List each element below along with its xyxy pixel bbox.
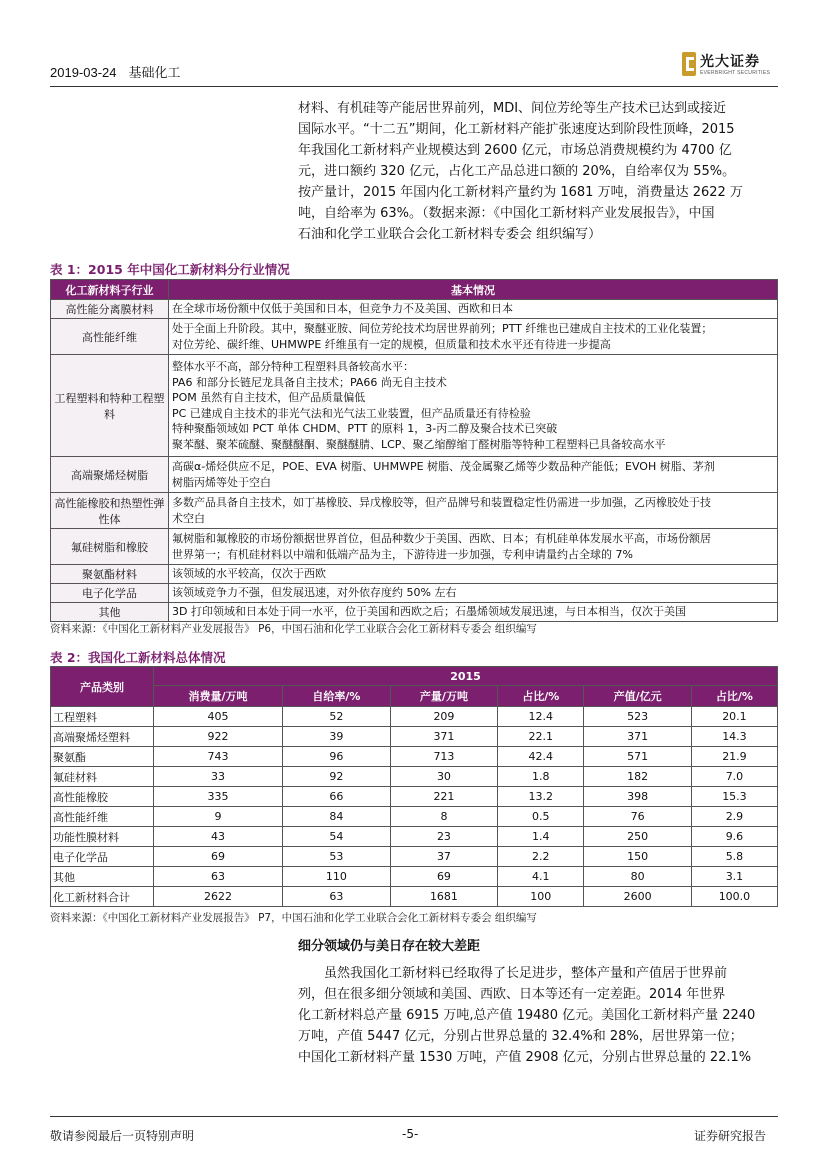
body-line: 中国化工新材料产量 1530 万吨，产值 2908 亿元，分别占世界总量的 22.1% bbox=[298, 1050, 752, 1065]
table2-value-cell: 33 bbox=[154, 767, 283, 787]
section-subheading: 细分领域仍与美日存在较大差距 bbox=[298, 939, 481, 954]
table1-source: 资料来源：《中国化工新材料产业发展报告》 P6，中国石油和化学工业联合会化工新材料专委会 组织编写 bbox=[50, 623, 537, 635]
table1-category-cell: 氟硅树脂和橡胶 bbox=[51, 529, 169, 565]
table2-value-cell: 3.1 bbox=[691, 867, 777, 887]
table2-column-header: 产量/万吨 bbox=[390, 686, 498, 707]
table1-description-line: 该领域的水平较高，仅次于西欧 bbox=[172, 567, 326, 581]
table1-description-line: 特种聚酯领域如 PCT 单体 CHDM、PTT 的原料 1，3-丙二醇及聚合技术已突破 bbox=[172, 422, 558, 435]
table1-description-cell bbox=[169, 603, 778, 622]
table2-value-cell: 7.0 bbox=[691, 767, 777, 787]
table2-name-cell: 其他 bbox=[51, 867, 154, 887]
table2-value-cell: 405 bbox=[154, 707, 283, 727]
table2-value-cell: 335 bbox=[154, 787, 283, 807]
table1-category-cell: 聚氨酯材料 bbox=[51, 565, 169, 584]
intro-line: 年我国化工新材料产业规模达到 2600 亿元，市场总消费规模约为 4700 亿 bbox=[298, 143, 732, 158]
table2-value-cell: 2622 bbox=[154, 887, 283, 907]
table2-name-cell: 功能性膜材料 bbox=[51, 827, 154, 847]
table2-value-cell: 23 bbox=[390, 827, 498, 847]
table2-value-cell: 66 bbox=[283, 787, 391, 807]
table2-value-cell: 92 bbox=[283, 767, 391, 787]
table2-column-header: 产值/亿元 bbox=[584, 686, 692, 707]
table2-value-cell: 37 bbox=[390, 847, 498, 867]
table2-value-cell: 100.0 bbox=[691, 887, 777, 907]
header-date: 2019-03-24 bbox=[50, 65, 117, 80]
table2-row bbox=[51, 807, 778, 827]
table2-value-cell: 8 bbox=[390, 807, 498, 827]
table1-description-line: 高碳α-烯烃供应不足，POE、EVA 树脂、UHMWPE 树脂、茂金属聚乙烯等少数品种产能低；EVOH 树脂、茅剂 bbox=[172, 460, 715, 473]
table1-description-line: 聚苯醚、聚苯硫醚、聚醚醚酮、聚醚醚腈、LCP、聚乙缩醇缩丁醛树脂等特种工程塑料已具备较高水平 bbox=[172, 437, 666, 451]
table1-row bbox=[51, 584, 778, 603]
table1-category-cell: 高性能纤维 bbox=[51, 319, 169, 355]
table2-source: 资料来源：《中国化工新材料产业发展报告》 P7，中国石油和化学工业联合会化工新材料专委会 组织编写 bbox=[50, 912, 537, 924]
page-header bbox=[50, 62, 181, 81]
table2-row bbox=[51, 727, 778, 747]
table2-caption: 表 2：我国化工新材料总体情况 bbox=[50, 650, 226, 665]
table1-description-line: 处于全面上升阶段。其中，聚醚亚胺、间位芳纶技术均居世界前列；PTT 纤维也已建成自主技术的工业化装置； bbox=[172, 322, 713, 335]
table2-value-cell: 571 bbox=[584, 747, 692, 767]
table2-value-cell: 52 bbox=[283, 707, 391, 727]
table2-value-cell: 371 bbox=[390, 727, 498, 747]
table1-category-cell: 其他 bbox=[51, 603, 169, 622]
table1-description-cell bbox=[169, 319, 778, 355]
table2-value-cell: 523 bbox=[584, 707, 692, 727]
table2-name-cell: 高性能纤维 bbox=[51, 807, 154, 827]
table2-name-cell: 高端聚烯烃塑料 bbox=[51, 727, 154, 747]
table1-category-cell: 高性能橡胶和热塑性弹性体 bbox=[51, 493, 169, 529]
table2-column-header: 占比/% bbox=[498, 686, 584, 707]
brand-name: 光大证券 bbox=[700, 54, 760, 70]
footer-page-number: -5- bbox=[402, 1127, 419, 1141]
table2-value-cell: 42.4 bbox=[498, 747, 584, 767]
table2-row bbox=[51, 767, 778, 787]
brand-logo-icon bbox=[682, 52, 696, 76]
table1-row bbox=[51, 603, 778, 622]
intro-line: 元，进口额约 320 亿元，占化工产品总进口额的 20%，自给率仅为 55%。 bbox=[298, 164, 736, 179]
table2-value-cell: 21.9 bbox=[691, 747, 777, 767]
table1-description-line: 对位芳纶、碳纤维、UHMWPE 纤维虽有一定的规模，但质量和技术水平还有待进一步提高 bbox=[172, 337, 611, 351]
table2-value-cell: 69 bbox=[390, 867, 498, 887]
table2-value-cell: 221 bbox=[390, 787, 498, 807]
table2-row bbox=[51, 867, 778, 887]
footer-report-type: 证券研究报告 bbox=[694, 1129, 767, 1143]
table1-description-cell bbox=[169, 529, 778, 565]
intro-paragraph bbox=[298, 98, 778, 245]
table2-value-cell: 209 bbox=[390, 707, 498, 727]
table2-row bbox=[51, 787, 778, 807]
table2-value-cell: 1.8 bbox=[498, 767, 584, 787]
table1-description-line: 氟树脂和氟橡胶的市场份额据世界首位，但品种数少于美国、西欧、日本；有机硅单体发展水平高，市场份额居 bbox=[172, 532, 711, 545]
table2-row bbox=[51, 827, 778, 847]
table2-value-cell: 39 bbox=[283, 727, 391, 747]
table2-value-cell: 63 bbox=[154, 867, 283, 887]
table2-name-cell: 聚氨酯 bbox=[51, 747, 154, 767]
body-line: 万吨，产值 5447 亿元，分别占世界总量的 32.4%和 28%，居世界第一位； bbox=[298, 1029, 743, 1044]
intro-line: 国际水平。“十二五”期间，化工新材料产能扩张速度达到阶段性顶峰，2015 bbox=[298, 122, 735, 137]
table1-category-cell: 高端聚烯烃树脂 bbox=[51, 457, 169, 493]
table2-value-cell: 20.1 bbox=[691, 707, 777, 727]
table2-row bbox=[51, 747, 778, 767]
intro-line: 按产量计，2015 年国内化工新材料产量约为 1681 万吨，消费量达 2622 万 bbox=[298, 185, 743, 200]
table2-value-cell: 22.1 bbox=[498, 727, 584, 747]
table2-value-cell: 743 bbox=[154, 747, 283, 767]
table2-name-cell: 高性能橡胶 bbox=[51, 787, 154, 807]
table1-description-line: 世界第一；有机硅材料以中端和低端产品为主，下游待进一步加强，专利申请量约占全球的 7% bbox=[172, 547, 633, 561]
table2-value-cell: 63 bbox=[283, 887, 391, 907]
table1-row bbox=[51, 529, 778, 565]
table1-description-cell bbox=[169, 493, 778, 529]
table2-row bbox=[51, 847, 778, 867]
table2-value-cell: 9 bbox=[154, 807, 283, 827]
table2-column-header: 消费量/万吨 bbox=[154, 686, 283, 707]
table2-value-cell: 14.3 bbox=[691, 727, 777, 747]
intro-line: 吨，自给率为 63%。（数据来源：《中国化工新材料产业发展报告》，中国 bbox=[298, 206, 715, 221]
table2-name-cell: 氟硅材料 bbox=[51, 767, 154, 787]
table1-category-cell: 工程塑料和特种工程塑料 bbox=[51, 355, 169, 457]
body-line: 列，但在很多细分领域和美国、西欧、日本等还有一定差距。2014 年世界 bbox=[298, 987, 726, 1002]
table2-value-cell: 96 bbox=[283, 747, 391, 767]
intro-line: 材料、有机硅等产能居世界前列，MDI、间位芳纶等生产技术已达到或接近 bbox=[298, 101, 727, 116]
body-line: 化工新材料总产量 6915 万吨,总产值 19480 亿元。美国化工新材料产量 2240 bbox=[298, 1008, 756, 1023]
table2-value-cell: 1.4 bbox=[498, 827, 584, 847]
table2-value-cell: 2.2 bbox=[498, 847, 584, 867]
table2-name-cell: 电子化学品 bbox=[51, 847, 154, 867]
header-section: 基础化工 bbox=[128, 65, 181, 80]
table2-value-cell: 2600 bbox=[584, 887, 692, 907]
table1-caption: 表 1：2015 年中国化工新材料分行业情况 bbox=[50, 262, 290, 277]
table1-description-line: 术空白 bbox=[172, 511, 205, 525]
table2-value-cell: 250 bbox=[584, 827, 692, 847]
table2-value-cell: 76 bbox=[584, 807, 692, 827]
table1-description-line: 多数产品具备自主技术，如丁基橡胶、异戊橡胶等，但产品牌号和装置稳定性仍需进一步加强，乙丙橡胶处于技 bbox=[172, 496, 711, 509]
brand-logo bbox=[682, 50, 778, 80]
table2-value-cell: 110 bbox=[283, 867, 391, 887]
table2-value-cell: 0.5 bbox=[498, 807, 584, 827]
table1-description-line: 整体水平不高，部分特种工程塑料具备较高水平： bbox=[172, 360, 414, 373]
table2-value-cell: 922 bbox=[154, 727, 283, 747]
table1-description-cell bbox=[169, 584, 778, 603]
table2-value-cell: 5.8 bbox=[691, 847, 777, 867]
table1-description-line: 该领域竞争力不强，但发展迅速，对外依存度约 50% 左右 bbox=[172, 586, 457, 600]
table2-value-cell: 43 bbox=[154, 827, 283, 847]
table1-description-line: PA6 和部分长链尼龙具备自主技术；PA66 尚无自主技术 bbox=[172, 375, 447, 389]
table2-value-cell: 30 bbox=[390, 767, 498, 787]
table1-description-line: 3D 打印领域和日本处于同一水平，位于美国和西欧之后；石墨烯领域发展迅速，与日本相当，仅次于美国 bbox=[172, 605, 686, 619]
table2-name-cell: 化工新材料合计 bbox=[51, 887, 154, 907]
footer-rule bbox=[50, 1116, 778, 1117]
table1-description-cell bbox=[169, 457, 778, 493]
table2-value-cell: 13.2 bbox=[498, 787, 584, 807]
table2-value-cell: 182 bbox=[584, 767, 692, 787]
table1-header-category: 化工新材料子行业 bbox=[51, 280, 169, 300]
table2-header-category: 产品类别 bbox=[51, 667, 154, 707]
table2-row bbox=[51, 707, 778, 727]
table2-value-cell: 150 bbox=[584, 847, 692, 867]
table2-column-header: 占比/% bbox=[691, 686, 777, 707]
table2-value-cell: 1681 bbox=[390, 887, 498, 907]
table2-value-cell: 100 bbox=[498, 887, 584, 907]
table2-value-cell: 2.9 bbox=[691, 807, 777, 827]
table1-row bbox=[51, 319, 778, 355]
intro-line: 石油和化学工业联合会化工新材料专委会 组织编写） bbox=[298, 227, 602, 242]
table1-description-line: 在全球市场份额中仅低于美国和日本，但竞争力不及美国、西欧和日本 bbox=[172, 302, 513, 316]
table1-description-cell bbox=[169, 565, 778, 584]
table1-category-cell: 电子化学品 bbox=[51, 584, 169, 603]
table1-description-line: POM 虽然有自主技术，但产品质量偏低 bbox=[172, 391, 366, 404]
table2-value-cell: 54 bbox=[283, 827, 391, 847]
table2-value-cell: 398 bbox=[584, 787, 692, 807]
table2-header-year: 2015 bbox=[154, 667, 778, 686]
table1-description-line: PC 已建成自主技术的非光气法和光气法工业装置，但产品质量还有待检验 bbox=[172, 406, 531, 420]
body-paragraph bbox=[298, 963, 778, 1068]
table2-value-cell: 713 bbox=[390, 747, 498, 767]
table1-row bbox=[51, 355, 778, 457]
table2-value-cell: 80 bbox=[584, 867, 692, 887]
table1-description-line: 树脂丙烯等处于空白 bbox=[172, 475, 271, 489]
table1-description-cell bbox=[169, 355, 778, 457]
brand-name-en: EVERBRIGHT SECURITIES bbox=[700, 70, 771, 76]
table2-value-cell: 371 bbox=[584, 727, 692, 747]
table1 bbox=[50, 279, 778, 622]
header-rule bbox=[50, 86, 778, 87]
table2-value-cell: 4.1 bbox=[498, 867, 584, 887]
table1-category-cell: 高性能分离膜材料 bbox=[51, 300, 169, 319]
table2-value-cell: 15.3 bbox=[691, 787, 777, 807]
table2-value-cell: 84 bbox=[283, 807, 391, 827]
table2-column-header: 自给率/% bbox=[283, 686, 391, 707]
table1-row bbox=[51, 493, 778, 529]
table1-row bbox=[51, 565, 778, 584]
table2-name-cell: 工程塑料 bbox=[51, 707, 154, 727]
table1-header-description: 基本情况 bbox=[169, 280, 778, 300]
table1-description-cell bbox=[169, 300, 778, 319]
table2-value-cell: 12.4 bbox=[498, 707, 584, 727]
body-line: 虽然我国化工新材料已经取得了长足进步，整体产量和产值居于世界前 bbox=[324, 966, 728, 981]
table2-value-cell: 9.6 bbox=[691, 827, 777, 847]
table2-value-cell: 53 bbox=[283, 847, 391, 867]
footer-disclaimer: 敬请参阅最后一页特别声明 bbox=[50, 1129, 195, 1143]
table1-row bbox=[51, 457, 778, 493]
table2-value-cell: 69 bbox=[154, 847, 283, 867]
table2 bbox=[50, 666, 778, 907]
table2-row bbox=[51, 887, 778, 907]
table1-row bbox=[51, 300, 778, 319]
